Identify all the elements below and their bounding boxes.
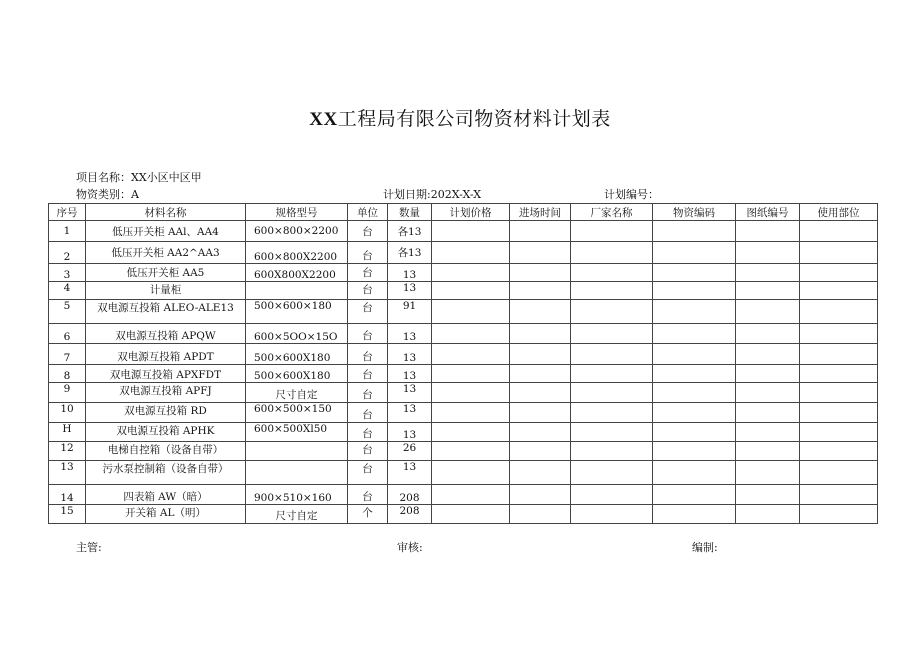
entry-time — [510, 485, 571, 505]
header-cell: 单位 — [348, 204, 388, 221]
planned-price — [432, 383, 510, 403]
row-number: 8 — [49, 365, 86, 383]
manufacturer — [571, 423, 653, 442]
unit: 台 — [348, 242, 388, 264]
material-name: 四表箱 AW（暗） — [86, 485, 246, 505]
usage-location — [800, 365, 878, 383]
usage-location — [800, 282, 878, 300]
entry-time — [510, 300, 571, 324]
planned-price — [432, 423, 510, 442]
manufacturer — [571, 442, 653, 461]
manufacturer — [571, 365, 653, 383]
unit: 台 — [348, 383, 388, 403]
material-code — [653, 344, 736, 365]
unit: 台 — [348, 300, 388, 324]
entry-time — [510, 383, 571, 403]
header-cell: 数量 — [388, 204, 432, 221]
material-name: 低压开关柜 AA2^AA3 — [86, 242, 246, 264]
entry-time — [510, 324, 571, 344]
usage-location — [800, 403, 878, 423]
material-code — [653, 221, 736, 242]
entry-time — [510, 403, 571, 423]
row-number: 7 — [49, 344, 86, 365]
usage-location — [800, 264, 878, 282]
unit: 台 — [348, 264, 388, 282]
quantity: 13 — [388, 365, 432, 383]
header-cell: 使用部位 — [800, 204, 878, 221]
project-name: 项目名称：XX小区中区甲 — [76, 171, 202, 184]
material-name: 双电源互投箱 RD — [86, 403, 246, 423]
drawing-number — [736, 403, 800, 423]
material-code — [653, 264, 736, 282]
usage-location — [800, 324, 878, 344]
manufacturer — [571, 461, 653, 485]
drawing-number — [736, 324, 800, 344]
reviewer-label: 审核: — [397, 541, 423, 554]
planned-price — [432, 300, 510, 324]
entry-time — [510, 505, 571, 524]
manufacturer — [571, 300, 653, 324]
header-cell: 物资编码 — [653, 204, 736, 221]
spec: 900×510×160 — [246, 485, 348, 505]
table-row — [49, 242, 878, 264]
material-code — [653, 485, 736, 505]
drawing-number — [736, 485, 800, 505]
row-number: 6 — [49, 324, 86, 344]
row-number: 14 — [49, 485, 86, 505]
table-row — [49, 485, 878, 505]
planned-price — [432, 242, 510, 264]
entry-time — [510, 461, 571, 485]
material-code — [653, 383, 736, 403]
entry-time — [510, 442, 571, 461]
quantity: 13 — [388, 423, 432, 442]
manufacturer — [571, 264, 653, 282]
manufacturer — [571, 403, 653, 423]
unit: 台 — [348, 461, 388, 485]
header-row — [49, 204, 878, 221]
material-name: 双电源互投箱 ALEO-ALE13 — [86, 300, 246, 324]
quantity: 208 — [388, 505, 432, 524]
quantity: 13 — [388, 324, 432, 344]
planned-price — [432, 264, 510, 282]
manufacturer — [571, 344, 653, 365]
quantity: 13 — [388, 344, 432, 365]
planned-price — [432, 324, 510, 344]
planned-price — [432, 344, 510, 365]
quantity: 91 — [388, 300, 432, 324]
row-number: 1 — [49, 221, 86, 242]
spec: 尺寸自定 — [246, 505, 348, 524]
unit: 台 — [348, 282, 388, 300]
spec: 600X800X2200 — [246, 264, 348, 282]
row-number: 12 — [49, 442, 86, 461]
row-number: 4 — [49, 282, 86, 300]
drawing-number — [736, 505, 800, 524]
material-code — [653, 505, 736, 524]
drawing-number — [736, 242, 800, 264]
quantity: 26 — [388, 442, 432, 461]
material-name: 双电源互投箱 APXFDT — [86, 365, 246, 383]
entry-time — [510, 344, 571, 365]
unit: 台 — [348, 403, 388, 423]
row-number: 9 — [49, 383, 86, 403]
material-name: 双电源互投箱 APHK — [86, 423, 246, 442]
material-code — [653, 403, 736, 423]
planned-price — [432, 505, 510, 524]
header-cell: 图纸编号 — [736, 204, 800, 221]
spec: 500×600X180 — [246, 365, 348, 383]
header-cell: 计划价格 — [432, 204, 510, 221]
row-number: 13 — [49, 461, 86, 485]
manufacturer — [571, 505, 653, 524]
usage-location — [800, 344, 878, 365]
manufacturer — [571, 485, 653, 505]
table-row — [49, 365, 878, 383]
usage-location — [800, 300, 878, 324]
material-name: 低压开关柜 AA5 — [86, 264, 246, 282]
material-code — [653, 461, 736, 485]
usage-location — [800, 485, 878, 505]
planned-price — [432, 442, 510, 461]
drawing-number — [736, 282, 800, 300]
table-row — [49, 403, 878, 423]
quantity: 13 — [388, 403, 432, 423]
unit: 台 — [348, 365, 388, 383]
drawing-number — [736, 461, 800, 485]
table-row — [49, 505, 878, 524]
table-row — [49, 344, 878, 365]
material-name: 电梯自控箱（设备自带） — [86, 442, 246, 461]
row-number: 15 — [49, 505, 86, 524]
table-row — [49, 221, 878, 242]
planned-price — [432, 365, 510, 383]
manufacturer — [571, 221, 653, 242]
spec — [246, 442, 348, 461]
spec — [246, 282, 348, 300]
manufacturer — [571, 282, 653, 300]
material-code — [653, 242, 736, 264]
unit: 台 — [348, 423, 388, 442]
material-code — [653, 282, 736, 300]
title-prefix: XX — [309, 109, 338, 130]
usage-location — [800, 505, 878, 524]
material-code — [653, 442, 736, 461]
material-code — [653, 300, 736, 324]
entry-time — [510, 423, 571, 442]
row-number: 3 — [49, 264, 86, 282]
usage-location — [800, 442, 878, 461]
quantity: 13 — [388, 282, 432, 300]
entry-time — [510, 282, 571, 300]
spec: 600×500Xl50 — [246, 423, 348, 442]
spec: 600×5OO×15O — [246, 324, 348, 344]
compiler-label: 编制: — [692, 541, 718, 554]
material-name: 双电源互投箱 APDT — [86, 344, 246, 365]
quantity: 208 — [388, 485, 432, 505]
quantity: 13 — [388, 383, 432, 403]
usage-location — [800, 242, 878, 264]
header-cell: 厂家名称 — [571, 204, 653, 221]
drawing-number — [736, 423, 800, 442]
entry-time — [510, 242, 571, 264]
unit: 台 — [348, 324, 388, 344]
unit: 台 — [348, 485, 388, 505]
drawing-number — [736, 344, 800, 365]
material-code — [653, 423, 736, 442]
spec: 尺寸自定 — [246, 383, 348, 403]
table-row — [49, 264, 878, 282]
planned-price — [432, 403, 510, 423]
usage-location — [800, 221, 878, 242]
material-name: 双电源互投箱 APFJ — [86, 383, 246, 403]
quantity: 13 — [388, 264, 432, 282]
page-title — [0, 104, 920, 131]
entry-time — [510, 221, 571, 242]
material-code — [653, 324, 736, 344]
drawing-number — [736, 383, 800, 403]
quantity: 13 — [388, 461, 432, 485]
drawing-number — [736, 221, 800, 242]
header-cell: 材料名称 — [86, 204, 246, 221]
usage-location — [800, 461, 878, 485]
unit: 台 — [348, 221, 388, 242]
spec: 500×600X180 — [246, 344, 348, 365]
material-name: 开关箱 AL（明） — [86, 505, 246, 524]
quantity: 各13 — [388, 221, 432, 242]
material-name: 污水泵控制箱（设备自带） — [86, 461, 246, 485]
table-row — [49, 461, 878, 485]
material-category: 物资类别：A — [76, 188, 139, 201]
spec — [246, 461, 348, 485]
manufacturer — [571, 242, 653, 264]
row-number: H — [49, 423, 86, 442]
drawing-number — [736, 442, 800, 461]
spec: 600×800×2200 — [246, 221, 348, 242]
usage-location — [800, 423, 878, 442]
manufacturer — [571, 324, 653, 344]
entry-time — [510, 264, 571, 282]
spec: 600×800X2200 — [246, 242, 348, 264]
row-number: 5 — [49, 300, 86, 324]
drawing-number — [736, 365, 800, 383]
header-cell: 规格型号 — [246, 204, 348, 221]
entry-time — [510, 365, 571, 383]
plan-number: 计划编号： — [604, 188, 659, 201]
header-cell: 进场时间 — [510, 204, 571, 221]
drawing-number — [736, 264, 800, 282]
planned-price — [432, 485, 510, 505]
table-row — [49, 442, 878, 461]
unit: 台 — [348, 442, 388, 461]
material-code — [653, 365, 736, 383]
material-name: 双电源互投箱 APQW — [86, 324, 246, 344]
material-name: 低压开关柜 AAl、AA4 — [86, 221, 246, 242]
spec: 500×600×180 — [246, 300, 348, 324]
quantity: 各13 — [388, 242, 432, 264]
spec: 600×500×150 — [246, 403, 348, 423]
table-row — [49, 282, 878, 300]
drawing-number — [736, 300, 800, 324]
row-number: 2 — [49, 242, 86, 264]
table-row — [49, 300, 878, 324]
planned-price — [432, 461, 510, 485]
title-text: 工程局有限公司物资材料计划表 — [337, 108, 611, 130]
plan-date: 计划日期:202X-X-X — [383, 188, 482, 201]
table-row — [49, 383, 878, 403]
unit: 个 — [348, 505, 388, 524]
materials-table — [48, 203, 878, 524]
planned-price — [432, 282, 510, 300]
usage-location — [800, 383, 878, 403]
table-row — [49, 423, 878, 442]
header-cell: 序号 — [49, 204, 86, 221]
table-row — [49, 324, 878, 344]
supervisor-label: 主管: — [76, 541, 102, 554]
manufacturer — [571, 383, 653, 403]
row-number: 10 — [49, 403, 86, 423]
planned-price — [432, 221, 510, 242]
unit: 台 — [348, 344, 388, 365]
material-name: 计量柜 — [86, 282, 246, 300]
